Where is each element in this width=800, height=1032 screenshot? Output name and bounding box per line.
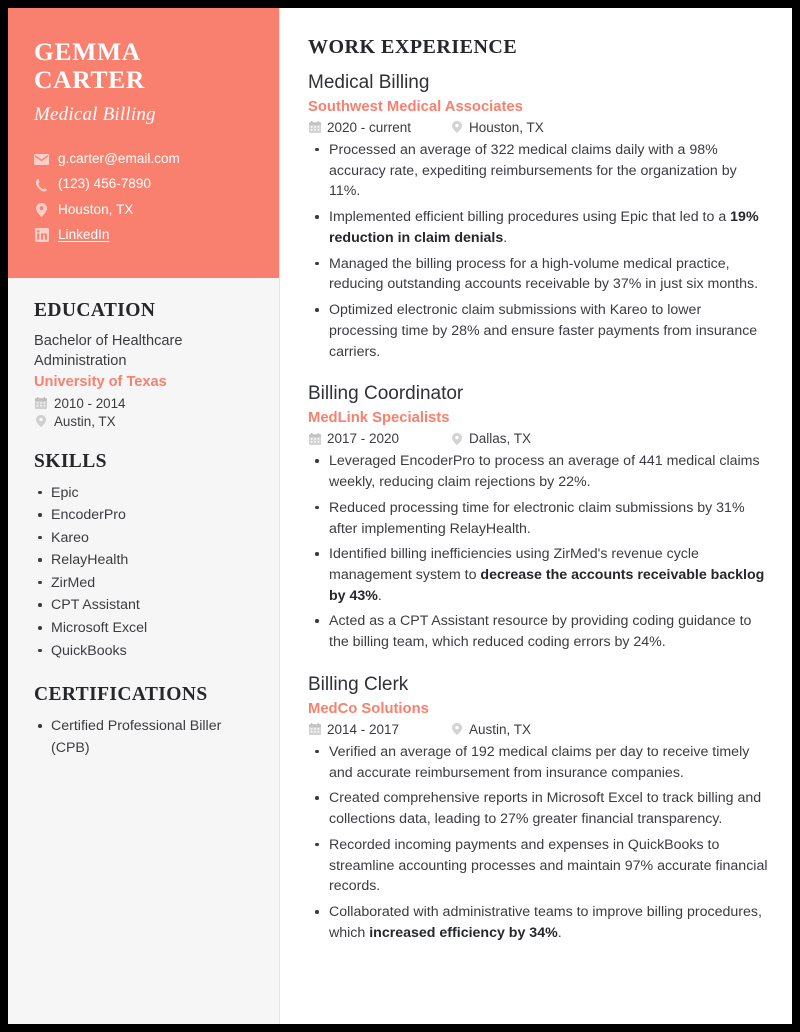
calendar-icon xyxy=(308,432,321,445)
list-item xyxy=(34,595,253,617)
job-location-text: Dallas, TX xyxy=(469,431,532,447)
candidate-subtitle: Medical Billing xyxy=(34,104,156,126)
job-title: Medical Billing xyxy=(308,72,430,93)
job-entry xyxy=(308,71,770,362)
work-experience-heading: WORK EXPERIENCE xyxy=(308,36,518,58)
bullet-item: Collaborated with administrative teams to improve billing procedures, which increased efficiency by 34%. xyxy=(308,902,770,943)
skill-label: CPT Assistant xyxy=(51,597,140,614)
job-location xyxy=(450,120,544,135)
skill-label: QuickBooks xyxy=(51,642,127,659)
bullet-item: Recorded incoming payments and expenses in QuickBooks to streamline accounting processes and maintain 97% accurate financial records. xyxy=(308,835,770,897)
job-location xyxy=(450,431,531,446)
location-pin-icon xyxy=(450,723,463,736)
bullet-item: Verified an average of 192 medical claims per day to receive timely and accurate reimbursement from insurance companies. xyxy=(308,742,770,783)
calendar-icon xyxy=(308,121,321,134)
job-dates xyxy=(308,722,450,737)
list-item xyxy=(34,483,253,505)
resume-page xyxy=(8,8,792,1024)
bullet-item: Acted as a CPT Assistant resource by providing coding guidance to the billing team, which reduced coding errors by 24%. xyxy=(308,611,770,652)
phone-icon xyxy=(34,177,49,192)
job-bullets xyxy=(308,451,770,653)
contact-linkedin[interactable] xyxy=(34,227,253,243)
job-title: Billing Clerk xyxy=(308,673,409,695)
skills-list xyxy=(34,483,253,663)
list-item xyxy=(34,528,253,550)
contact-list xyxy=(34,151,253,243)
certifications-heading: CERTIFICATIONS xyxy=(34,684,208,706)
list-item xyxy=(34,618,253,640)
bullet-item: Created comprehensive reports in Microsoft Excel to track billing and collections data, leading to 27% greater financial transparency. xyxy=(308,788,770,829)
bullet-item: Optimized electronic claim submissions with Kareo to lower processing time by 28% and ensure faster payments from insurance carriers. xyxy=(308,300,770,362)
skills-heading: SKILLS xyxy=(34,450,107,472)
contact-location xyxy=(34,202,253,218)
contact-email-text: g.carter@email.com xyxy=(58,151,180,167)
list-item xyxy=(34,641,253,663)
bullet-item: Reduced processing time for electronic claim submissions by 31% after implementing RelayHealth. xyxy=(308,498,770,539)
skill-label: Microsoft Excel xyxy=(51,620,148,636)
job-meta xyxy=(308,431,770,446)
sidebar-body xyxy=(8,278,279,791)
contact-linkedin-text: LinkedIn xyxy=(58,227,110,243)
skill-label: Epic xyxy=(51,484,79,501)
job-location xyxy=(450,722,531,737)
job-title: Billing Coordinator xyxy=(308,383,464,405)
certifications-list xyxy=(34,716,253,759)
job-dates-text: 2020 - current xyxy=(327,119,412,135)
location-pin-icon xyxy=(34,202,49,217)
job-dates xyxy=(308,431,450,446)
job-company: Southwest Medical Associates xyxy=(308,98,523,115)
skill-label: ZirMed xyxy=(51,574,96,591)
list-item xyxy=(34,550,253,572)
job-bullets xyxy=(308,742,770,944)
job-dates-text: 2017 - 2020 xyxy=(327,431,400,447)
contact-email[interactable] xyxy=(34,151,253,167)
sidebar-header xyxy=(8,8,279,278)
list-item xyxy=(34,573,253,595)
job-dates-text: 2014 - 2017 xyxy=(327,721,400,737)
location-pin-icon xyxy=(34,415,47,428)
envelope-icon xyxy=(34,152,49,167)
contact-phone-text: (123) 456-7890 xyxy=(58,176,151,192)
bullet-item: Implemented efficient billing procedures using Epic that led to a 19% reduction in claim denials. xyxy=(308,207,770,248)
bullet-item: Identified billing inefficiencies using ZirMed's revenue cycle management system to decrease the accounts receivable backlog by 43%. xyxy=(308,544,770,606)
linkedin-icon xyxy=(34,228,49,243)
education-section xyxy=(34,300,253,428)
calendar-icon xyxy=(308,723,321,736)
contact-location-text: Houston, TX xyxy=(58,201,134,217)
job-meta xyxy=(308,120,770,135)
location-pin-icon xyxy=(450,121,463,134)
bullet-item: Processed an average of 322 medical claims daily with a 98% accuracy rate, expediting reimbursements for the organization by 11%. xyxy=(308,140,770,202)
skill-label: Kareo xyxy=(51,529,89,546)
list-item xyxy=(34,505,253,527)
education-dates xyxy=(34,396,253,411)
education-location xyxy=(34,414,253,429)
education-degree: Bachelor of Healthcare Administration xyxy=(34,333,183,369)
job-dates xyxy=(308,120,450,135)
skill-label: EncoderPro xyxy=(51,507,126,524)
education-dates-text: 2010 - 2014 xyxy=(54,395,126,411)
list-item xyxy=(34,716,253,759)
education-heading: EDUCATION xyxy=(34,300,156,322)
calendar-icon xyxy=(34,397,47,410)
sidebar xyxy=(8,8,280,1024)
job-location-text: Austin, TX xyxy=(469,721,532,737)
bullet-item: Leveraged EncoderPro to process an average of 441 medical claims weekly, reducing claim rejections by 22%. xyxy=(308,451,770,492)
job-entry xyxy=(308,382,770,653)
job-entry xyxy=(308,673,770,944)
job-meta xyxy=(308,722,770,737)
location-pin-icon xyxy=(450,432,463,445)
education-location-text: Austin, TX xyxy=(54,413,116,429)
job-company: MedCo Solutions xyxy=(308,700,429,717)
bullet-item: Managed the billing process for a high-volume medical practice, reducing outstanding accounts receivable by 37% in just six months. xyxy=(308,254,770,295)
contact-phone[interactable] xyxy=(34,176,253,192)
main-content xyxy=(280,8,792,1024)
candidate-name: GEMMA CARTER xyxy=(34,37,145,95)
skill-label: RelayHealth xyxy=(51,552,129,569)
job-bullets xyxy=(308,140,770,362)
education-school: University of Texas xyxy=(34,373,167,390)
job-location-text: Houston, TX xyxy=(469,119,544,135)
job-company: MedLink Specialists xyxy=(308,410,450,427)
skills-section xyxy=(34,451,253,663)
certifications-section xyxy=(34,684,253,759)
certification-label: Certified Professional Biller (CPB) xyxy=(51,718,222,756)
